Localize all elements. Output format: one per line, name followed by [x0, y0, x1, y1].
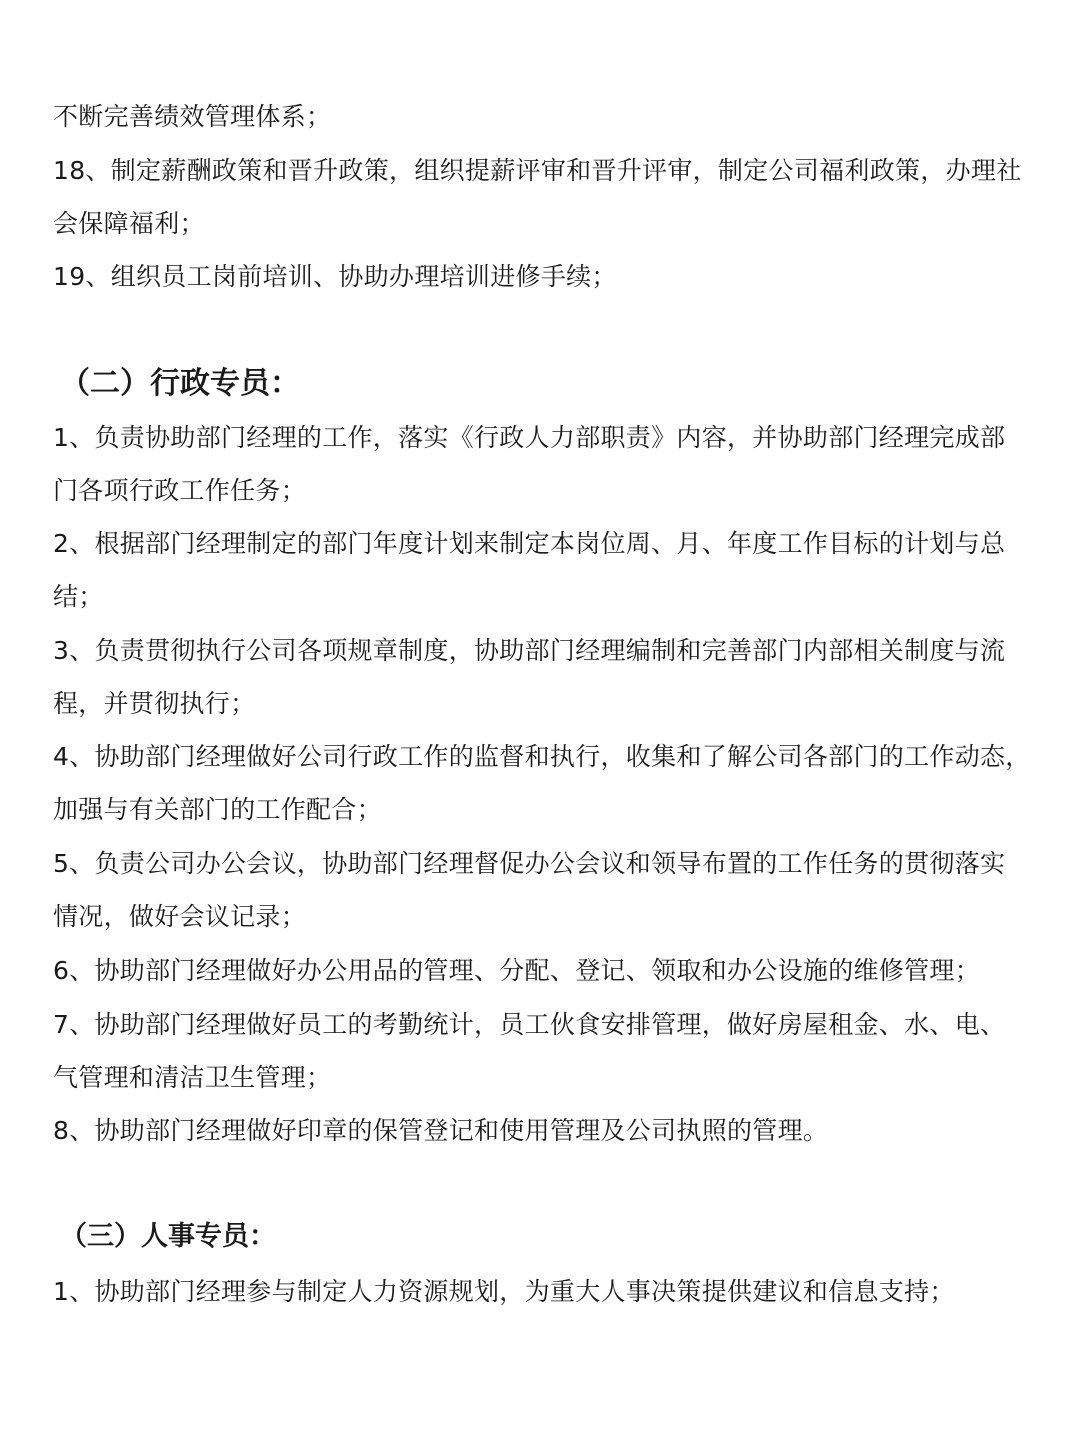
paragraph-line: 门各项行政工作任务；: [53, 476, 307, 505]
paragraph-line: 1、协助部门经理参与制定人力资源规划，为重大人事决策提供建议和信息支持；: [53, 1277, 955, 1306]
paragraph-line: 18、制定薪酬政策和晋升政策，组织提薪评审和晋升评审，制定公司福利政策，办理社: [53, 156, 1022, 185]
paragraph-line: 6、协助部门经理做好办公用品的管理、分配、登记、领取和办公设施的维修管理；: [53, 956, 981, 985]
paragraph-line: 1、负责协助部门经理的工作，落实《行政人力部职责》内容，并协助部门经理完成部: [53, 423, 1006, 452]
paragraph-line: 8、协助部门经理做好印章的保管登记和使用管理及公司执照的管理。: [53, 1116, 829, 1145]
paragraph-line: 不断完善绩效管理体系；: [53, 102, 332, 131]
paragraph-line: 3、负责贯彻执行公司各项规章制度，协助部门经理编制和完善部门内部相关制度与流: [53, 636, 1006, 665]
section-heading-admin: （二）行政专员：: [60, 366, 300, 401]
paragraph-line: 加强与有关部门的工作配合；: [53, 795, 382, 824]
paragraph-line: 程，并贯彻执行；: [53, 689, 256, 718]
paragraph-line: 结；: [53, 582, 104, 611]
paragraph-line: 4、协助部门经理做好公司行政工作的监督和执行，收集和了解公司各部门的工作动态，: [53, 742, 1031, 771]
paragraph-line: 2、根据部门经理制定的部门年度计划来制定本岗位周、月、年度工作目标的计划与总: [53, 529, 1006, 558]
paragraph-line: 19、组织员工岗前培训、协助办理培训进修手续；: [53, 262, 617, 291]
paragraph-line: 5、负责公司办公会议，协助部门经理督促办公会议和领导布置的工作任务的贯彻落实: [53, 849, 1006, 878]
section-heading-hr: （三）人事专员：: [60, 1221, 276, 1252]
paragraph-line: 气管理和清洁卫生管理；: [53, 1063, 332, 1092]
paragraph-line: 会保障福利；: [53, 209, 205, 238]
paragraph-line: 7、协助部门经理做好员工的考勤统计，员工伙食安排管理，做好房屋租金、水、电、: [53, 1010, 1006, 1039]
paragraph-line: 情况，做好会议记录；: [53, 902, 307, 931]
